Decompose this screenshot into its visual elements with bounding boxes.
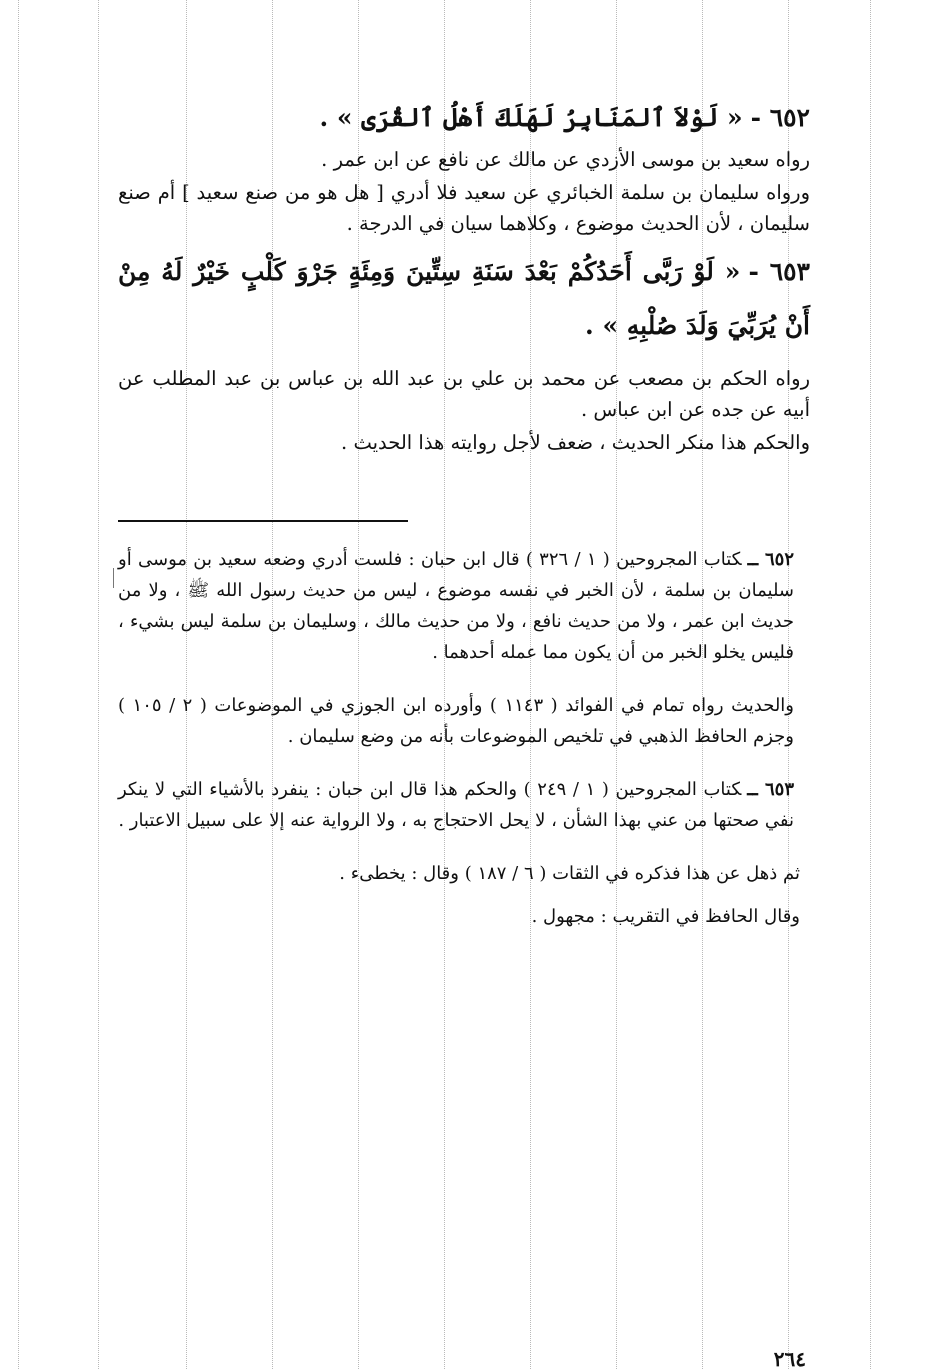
margin-mark bbox=[113, 568, 114, 588]
hadith-number: ٦٥٣ - bbox=[748, 257, 810, 286]
footnote-text: كتاب المجروحين ( ١ / ٢٤٩ ) والحكم هذا قال ابن حبان : ينفرد بالأشياء التي لا ينكر نفي صحتها من عني بهذا الشأن ، لا يحل الاحتجاج به ، ولا الرواية عنه إلا على سبيل الاعتبار . bbox=[118, 779, 794, 831]
narration-paragraph: رواه الحكم بن مصعب عن محمد بن علي بن عبد الله بن عباس بن عبد المطلب عن أبيه عن جده عن ابن عباس . bbox=[118, 367, 810, 421]
footnote-text: كتاب المجروحين ( ١ / ٣٢٦ ) قال ابن حبان : فلست أدري وضعه سعيد بن موسى أو سليمان بن سلمة ، لأن الخبر في نفسه موضوع ، ليس من حديث رسول الله ﷺ ، ولا من حديث ابن عمر ، ولا من حديث نافع ، ولا من حديث مالك ، وسليمان بن سلمة ليس بشيء ، فليس يخلو الخبر من أن يكون مما عمله أحدهما . bbox=[118, 549, 794, 663]
footnote-number: ٦٥٣ ــ bbox=[747, 779, 794, 800]
grid-line bbox=[18, 0, 19, 1369]
hadith-heading bbox=[118, 92, 818, 144]
narration-paragraph: رواه سعيد بن موسى الأزدي عن مالك عن نافع عن ابن عمر . bbox=[321, 148, 810, 171]
hadith-text: « لَوْ رَبَّى أَحَدُكُمْ بَعْدَ سَنَةِ سِتِّينَ وَمِئَةٍ جَرْوَ كَلْبٍ خَيْرٌ لَهُ مِنْ أَنْ يُرَبِّيَ وَلَدَ صُلْبِهِ » . bbox=[118, 257, 810, 340]
hadith-653 bbox=[118, 245, 818, 458]
footnote-652 bbox=[118, 544, 818, 668]
footnote-separator bbox=[118, 520, 408, 522]
footnote-number: ٦٥٢ ــ bbox=[747, 549, 794, 570]
narration-paragraph: ورواه سليمان بن سلمة الخبائري عن سعيد فلا أدري [ هل هو من صنع سعيد ] أم صنع سليمان ، لأن الحديث موضوع ، وكلاهما سيان في الدرجة . bbox=[118, 181, 810, 235]
grid-line bbox=[98, 0, 99, 1369]
narration-paragraph: والحكم هذا منكر الحديث ، ضعف لأجل روايته هذا الحديث . bbox=[341, 431, 810, 454]
hadith-number: ٦٥٢ - bbox=[750, 103, 810, 132]
footnotes bbox=[118, 544, 818, 932]
page-body bbox=[118, 92, 818, 1371]
page-number: ٢٦٤ bbox=[773, 1347, 806, 1371]
footnote-653 bbox=[118, 774, 818, 836]
hadith-652 bbox=[118, 92, 818, 239]
hadith-text: « لَوْلاَ ٱلمَنَابِرُ لَهَلَكَ أَهْلُ ٱلقُرَى » . bbox=[319, 103, 743, 132]
footnote-653-extra: ثم ذهل عن هذا فذكره في الثقات ( ٦ / ١٨٧ ) وقال : يخطىء . bbox=[339, 863, 800, 884]
grid-line bbox=[870, 0, 871, 1369]
hadith-heading bbox=[118, 245, 818, 353]
footnote-652-extra: والحديث رواه تمام في الفوائد ( ١١٤٣ ) وأورده ابن الجوزي في الموضوعات ( ٢ / ١٠٥ ) وجزم الحافظ الذهبي في تلخيص الموضوعات بأنه من وضع سليمان . bbox=[118, 695, 794, 747]
footnote-653-extra: وقال الحافظ في التقريب : مجهول . bbox=[531, 906, 800, 927]
